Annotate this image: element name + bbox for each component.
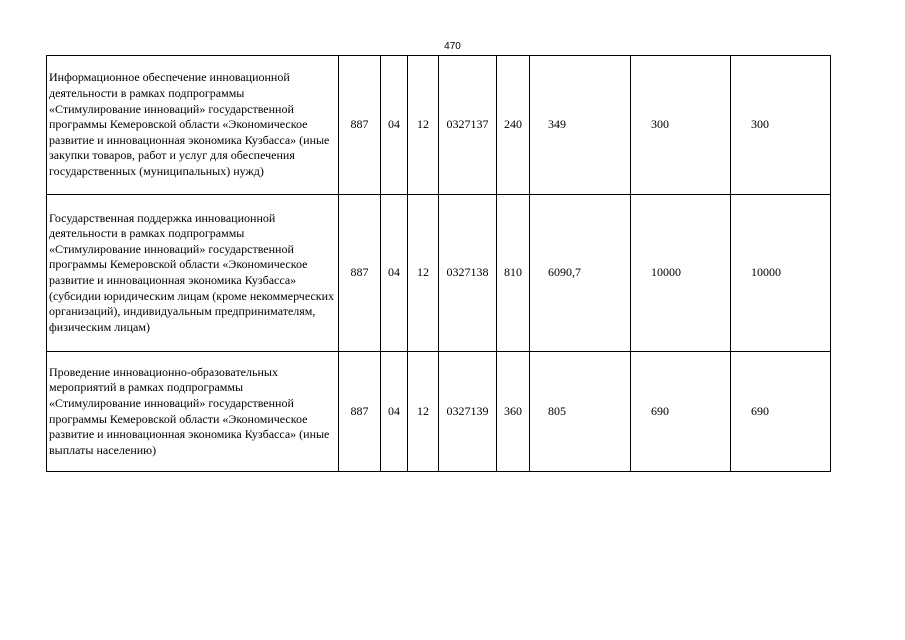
amount-1: 349 bbox=[530, 56, 631, 195]
page-number: 470 bbox=[444, 41, 461, 52]
target-article-code: 0327139 bbox=[439, 352, 497, 472]
table-row bbox=[47, 352, 831, 472]
amount-2: 300 bbox=[631, 56, 731, 195]
table-row bbox=[47, 56, 831, 195]
target-article-code: 0327138 bbox=[439, 195, 497, 352]
ministry-code: 887 bbox=[339, 56, 381, 195]
expense-type-code: 360 bbox=[497, 352, 530, 472]
section-code: 04 bbox=[381, 195, 408, 352]
budget-table bbox=[46, 55, 831, 472]
table-row bbox=[47, 195, 831, 352]
amount-2: 10000 bbox=[631, 195, 731, 352]
subsection-code: 12 bbox=[408, 195, 439, 352]
subsection-code: 12 bbox=[408, 352, 439, 472]
amount-1: 805 bbox=[530, 352, 631, 472]
section-code: 04 bbox=[381, 56, 408, 195]
amount-1: 6090,7 bbox=[530, 195, 631, 352]
expense-type-code: 810 bbox=[497, 195, 530, 352]
amount-3: 10000 bbox=[731, 195, 831, 352]
subsection-code: 12 bbox=[408, 56, 439, 195]
amount-3: 300 bbox=[731, 56, 831, 195]
row-description: Информационное обеспечение инновационной деятельности в рамках подпрограммы «Стимулирование инноваций» государственной программы Кемеровской области «Экономическое развитие и инновационная экономика Кузбасса» (иные закупки товаров, работ и услуг для обеспечения государственных (муниципальных) нужд) bbox=[47, 56, 339, 195]
amount-3: 690 bbox=[731, 352, 831, 472]
amount-2: 690 bbox=[631, 352, 731, 472]
ministry-code: 887 bbox=[339, 195, 381, 352]
expense-type-code: 240 bbox=[497, 56, 530, 195]
target-article-code: 0327137 bbox=[439, 56, 497, 195]
row-description: Государственная поддержка инновационной деятельности в рамках подпрограммы «Стимулирование инноваций» государственной программы Кемеровской области «Экономическое развитие и инновационная экономика Кузбасса» (субсидии юридическим лицам (кроме некоммерческих организаций), индивидуальным предпринимателям, физическим лицам) bbox=[47, 195, 339, 352]
row-description: Проведение инновационно-образовательных мероприятий в рамках подпрограммы «Стимулирование инноваций» государственной программы Кемеровской области «Экономическое развитие и инновационная экономика Кузбасса» (иные выплаты населению) bbox=[47, 352, 339, 472]
ministry-code: 887 bbox=[339, 352, 381, 472]
section-code: 04 bbox=[381, 352, 408, 472]
